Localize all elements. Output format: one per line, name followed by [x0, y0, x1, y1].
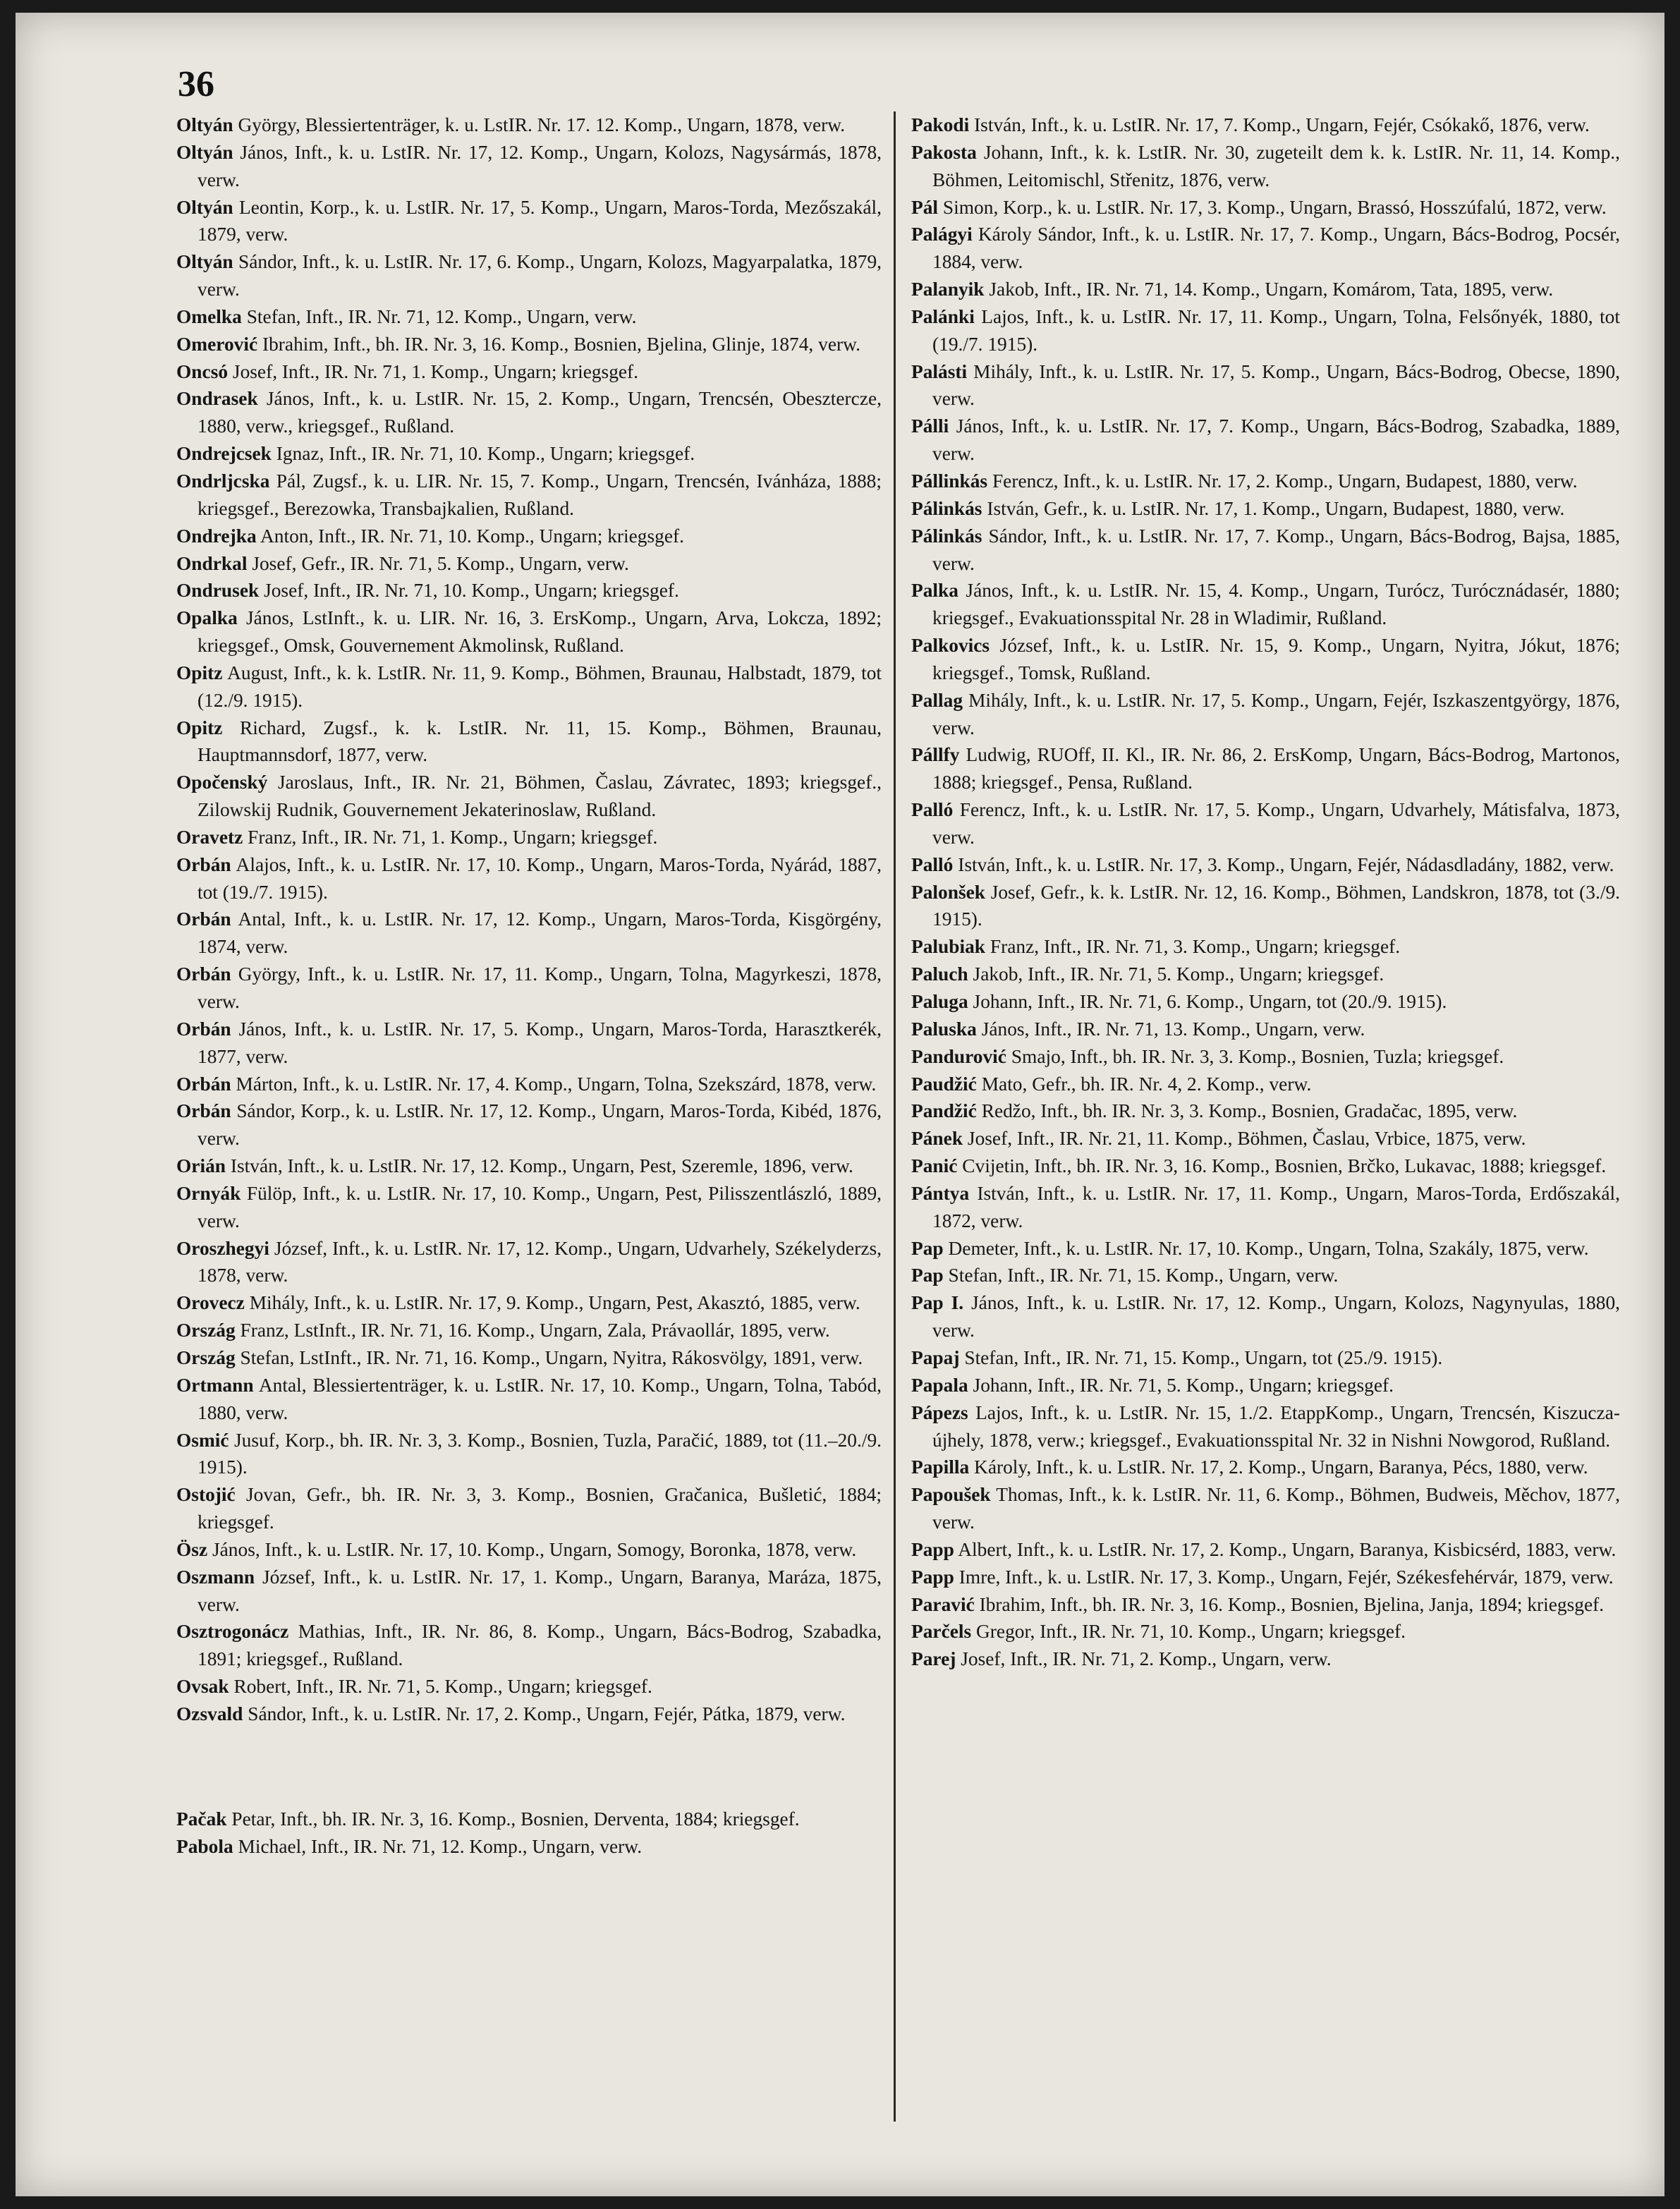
entry-surname: Parej [911, 1648, 956, 1670]
entry-surname: Opitz [176, 662, 223, 683]
register-entry [911, 741, 1620, 796]
register-entry [911, 1097, 1620, 1125]
entry-surname: Ortmann [176, 1374, 254, 1396]
left-column [176, 111, 882, 1860]
register-entry [911, 495, 1620, 523]
entry-surname: Oltyán [176, 251, 233, 273]
entry-details: Redžo, Inft., bh. IR. Nr. 3, 3. Komp., Bosnien, Gradačac, 1895, verw. [981, 1100, 1518, 1122]
entry-surname: Orbán [176, 853, 231, 875]
entry-surname: Opočenský [176, 772, 268, 793]
entry-details: Károly Sándor, Inft., k. u. LstIR. Nr. 17, 7. Komp., Ungarn, Bács-Bodrog, Pocsér, 1884, verw. [932, 224, 1620, 273]
register-entry [176, 1097, 882, 1152]
entry-details: Simon, Korp., k. u. LstIR. Nr. 17, 3. Komp., Ungarn, Brassó, Hosszúfalú, 1872, verw. [942, 196, 1607, 218]
register-entry [176, 824, 882, 851]
entry-details: János, Inft., IR. Nr. 71, 13. Komp., Ungarn, verw. [981, 1018, 1365, 1040]
entry-details: Leontin, Korp., k. u. LstIR. Nr. 17, 5. Komp., Ungarn, Maros-Torda, Mezőszakál, 1879, verw. [197, 196, 882, 245]
entry-details: Károly, Inft., k. u. LstIR. Nr. 17, 2. Komp., Ungarn, Baranya, Pécs, 1880, verw. [974, 1456, 1588, 1478]
register-entry [176, 1180, 882, 1235]
entry-details: Mato, Gefr., bh. IR. Nr. 4, 2. Komp., verw. [981, 1073, 1312, 1095]
register-entry [911, 1481, 1620, 1536]
entry-details: Gregor, Inft., IR. Nr. 71, 10. Komp., Ungarn; kriegsgef. [976, 1621, 1406, 1643]
entry-surname: Ornyák [176, 1182, 241, 1204]
register-entry [911, 1618, 1620, 1645]
entry-details: Sándor, Inft., k. u. LstIR. Nr. 17, 2. Komp., Ungarn, Fejér, Pátka, 1879, verw. [248, 1703, 846, 1724]
entry-surname: Panić [911, 1155, 958, 1177]
entry-surname: Pálinkás [911, 525, 982, 547]
register-entry [911, 851, 1620, 879]
register-entry [176, 604, 882, 659]
register-entry [911, 988, 1620, 1016]
entry-details: Jaroslaus, Inft., IR. Nr. 21, Böhmen, Časlau, Závratec, 1893; kriegsgef., Zilowskij Rudnik, Gouvernement Jekaterinoslaw, Rußland. [197, 772, 882, 821]
entry-details: János, Inft., k. u. LstIR. Nr. 17, 10. Komp., Ungarn, Somogy, Boronka, 1878, verw. [212, 1538, 857, 1560]
register-entry [176, 1536, 882, 1564]
entry-surname: Osztrogonácz [176, 1621, 289, 1643]
entry-details: Antal, Blessiertenträger, k. u. LstIR. Nr. 17, 10. Komp., Ungarn, Tolna, Tabód, 1880, verw. [197, 1374, 882, 1423]
entry-surname: Paluga [911, 991, 968, 1012]
entry-surname: Osmić [176, 1429, 229, 1451]
register-entry [911, 1399, 1620, 1454]
entry-details: József, Inft., k. u. LstIR. Nr. 17, 12. Komp., Ungarn, Udvarhely, Székelyderzs, 1878, verw. [197, 1237, 882, 1286]
register-entry [911, 221, 1620, 276]
entry-details: Franz, LstInft., IR. Nr. 71, 16. Komp., Ungarn, Zala, Právaollár, 1895, verw. [240, 1320, 830, 1341]
entry-surname: Palágyi [911, 224, 973, 245]
entry-details: Lajos, Inft., k. u. LstIR. Nr. 17, 11. Komp., Ungarn, Tolna, Felsőnyék, 1880, tot (19./7. 1915). [932, 305, 1620, 355]
register-entry [911, 1591, 1620, 1619]
entry-surname: Ondrejka [176, 525, 257, 547]
entry-surname: Papp [911, 1566, 954, 1588]
entry-surname: Pánek [911, 1128, 963, 1150]
entry-surname: Oltyán [176, 196, 233, 218]
entry-surname: Palka [911, 580, 958, 602]
register-entry [176, 523, 882, 550]
entry-surname: Pallag [911, 689, 963, 711]
entry-surname: Papala [911, 1374, 968, 1396]
entry-details: János, Inft., k. u. LstIR. Nr. 17, 5. Komp., Ungarn, Maros-Torda, Harasztkerék, 1877, verw. [197, 1018, 882, 1067]
entry-surname: Parčels [911, 1621, 972, 1643]
letter-section-gap [176, 1728, 882, 1806]
entry-surname: Oravetz [176, 826, 243, 848]
register-entry [176, 111, 882, 139]
register-entry [911, 468, 1620, 495]
entry-details: Mathias, Inft., IR. Nr. 86, 8. Komp., Ungarn, Bács-Bodrog, Szabadka, 1891; kriegsgef., Rußland. [197, 1621, 882, 1670]
register-entry [911, 194, 1620, 221]
register-entry [911, 1016, 1620, 1043]
register-entry [176, 577, 882, 604]
entry-details: Demeter, Inft., k. u. LstIR. Nr. 17, 10. Komp., Ungarn, Tolna, Szakály, 1875, verw. [948, 1237, 1589, 1259]
register-entry [911, 1289, 1620, 1344]
register-entry [911, 1564, 1620, 1591]
page-number: 36 [178, 64, 214, 104]
entry-surname: Ország [176, 1320, 236, 1341]
register-entry [911, 276, 1620, 303]
entry-details: Stefan, Inft., IR. Nr. 71, 12. Komp., Ungarn, verw. [246, 305, 637, 327]
entry-surname: Pap [911, 1237, 944, 1259]
register-entry [176, 1481, 882, 1536]
entry-surname: Paudžić [911, 1073, 977, 1095]
register-entry [176, 468, 882, 523]
entry-surname: Oroszhegyi [176, 1237, 269, 1259]
entry-details: Fülöp, Inft., k. u. LstIR. Nr. 17, 10. Komp., Ungarn, Pest, Pilisszentlászló, 1889, verw. [197, 1182, 882, 1231]
entry-surname: Pántya [911, 1182, 970, 1204]
entry-details: Franz, Inft., IR. Nr. 71, 1. Komp., Ungarn; kriegsgef. [248, 826, 658, 848]
entry-details: Antal, Inft., k. u. LstIR. Nr. 17, 12. Komp., Ungarn, Maros-Torda, Kisgörgény, 1874, verw. [197, 908, 882, 958]
entry-surname: Omerović [176, 333, 258, 355]
register-entry [176, 1152, 882, 1180]
register-entry [911, 1536, 1620, 1564]
register-entry [176, 851, 882, 906]
register-entry [176, 550, 882, 578]
register-entry [176, 303, 882, 331]
entry-surname: Orbán [176, 1073, 231, 1095]
entry-details: Ferencz, Inft., k. u. LstIR. Nr. 17, 5. Komp., Ungarn, Udvarhely, Mátisfalva, 1873, verw. [932, 799, 1620, 848]
register-entry [176, 961, 882, 1016]
entry-details: Albert, Inft., k. u. LstIR. Nr. 17, 2. Komp., Ungarn, Baranya, Kisbicsérd, 1883, verw. [958, 1538, 1617, 1560]
register-entry [911, 1344, 1620, 1372]
register-entry [911, 1645, 1620, 1673]
entry-details: Josef, Inft., IR. Nr. 71, 2. Komp., Ungarn, verw. [961, 1648, 1332, 1670]
register-entry [176, 1700, 882, 1728]
entry-surname: Orbán [176, 908, 231, 930]
register-entry [176, 1427, 882, 1482]
entry-surname: Orbán [176, 1018, 231, 1040]
register-entry [911, 1180, 1620, 1235]
entry-details: István, Inft., k. u. LstIR. Nr. 17, 3. Komp., Ungarn, Fejér, Nádasdladány, 1882, verw. [958, 853, 1614, 875]
entry-surname: Palonšek [911, 881, 986, 903]
entry-surname: Pap [911, 1265, 944, 1286]
entry-surname: Ostojić [176, 1484, 236, 1506]
register-entry [911, 796, 1620, 851]
entry-surname: Oncsó [176, 360, 229, 382]
entry-surname: Oltyán [176, 114, 233, 135]
entry-details: Petar, Inft., bh. IR. Nr. 3, 16. Komp., Bosnien, Derventa, 1884; kriegsgef. [231, 1808, 800, 1830]
entry-surname: Orbán [176, 963, 231, 985]
entry-details: Anton, Inft., IR. Nr. 71, 10. Komp., Ungarn; kriegsgef. [260, 525, 684, 547]
entry-details: István, Gefr., k. u. LstIR. Nr. 17, 1. Komp., Ungarn, Budapest, 1880, verw. [987, 497, 1565, 519]
register-entry [176, 1372, 882, 1427]
entry-details: János, Inft., k. u. LstIR. Nr. 15, 2. Komp., Ungarn, Trencsén, Obesztercze, 1880, verw., kriegsgef., Rußland. [197, 388, 882, 437]
entry-details: Michael, Inft., IR. Nr. 71, 12. Komp., Ungarn, verw. [238, 1835, 643, 1857]
register-entry [911, 632, 1620, 687]
entry-surname: Oszmann [176, 1566, 255, 1588]
entry-surname: Ozsvald [176, 1703, 243, 1724]
register-entry [911, 933, 1620, 961]
entry-surname: Ondrkal [176, 552, 248, 574]
column-divider [894, 111, 896, 2122]
entry-details: Jusuf, Korp., bh. IR. Nr. 3, 3. Komp., Bosnien, Tuzla, Paračić, 1889, tot (11.–20./9. 1915). [197, 1429, 882, 1478]
entry-surname: Orbán [176, 1100, 231, 1122]
register-entry [911, 687, 1620, 742]
register-entry [176, 139, 882, 194]
register-entry [176, 358, 882, 386]
register-entry [176, 906, 882, 961]
register-entry [911, 523, 1620, 578]
entry-surname: Paravić [911, 1593, 975, 1615]
entry-surname: Pandžić [911, 1100, 977, 1122]
entry-details: Ferencz, Inft., k. u. LstIR. Nr. 17, 2. Komp., Ungarn, Budapest, 1880, verw. [992, 470, 1578, 492]
entry-surname: Paluska [911, 1018, 977, 1040]
entry-details: Sándor, Korp., k. u. LstIR. Nr. 17, 12. Komp., Ungarn, Maros-Torda, Kibéd, 1876, verw. [197, 1100, 882, 1150]
register-entry [911, 303, 1620, 358]
entry-details: Thomas, Inft., k. k. LstIR. Nr. 11, 6. Komp., Böhmen, Budweis, Měchov, 1877, verw. [932, 1484, 1621, 1533]
entry-surname: Orovecz [176, 1292, 245, 1314]
entry-surname: Papilla [911, 1456, 970, 1478]
register-entry [911, 358, 1620, 413]
entry-details: Ibrahim, Inft., bh. IR. Nr. 3, 16. Komp., Bosnien, Bjelina, Janja, 1894; kriegsgef. [979, 1593, 1605, 1615]
entry-surname: Papoušek [911, 1484, 991, 1506]
entry-surname: Palkovics [911, 635, 990, 657]
entry-details: Jovan, Gefr., bh. IR. Nr. 3, 3. Komp., Bosnien, Gračanica, Bušletić, 1884; kriegsgef. [197, 1484, 882, 1533]
entry-surname: Ország [176, 1346, 236, 1368]
entry-details: János, Inft., k. u. LstIR. Nr. 15, 4. Komp., Ungarn, Turócz, Turócznádasér, 1880; kriegsgef., Evakuationsspital Nr. 28 in Wladimir, Rußland. [932, 580, 1620, 629]
entry-surname: Ondrusek [176, 580, 260, 602]
register-entry [176, 1016, 882, 1071]
register-entry [176, 440, 882, 468]
entry-details: József, Inft., k. u. LstIR. Nr. 17, 1. Komp., Ungarn, Baranya, Maráza, 1875, verw. [197, 1566, 882, 1615]
entry-details: János, LstInft., k. u. LIR. Nr. 16, 3. ErsKomp., Ungarn, Arva, Lokcza, 1892; kriegsgef., Omsk, Gouvernement Akmolinsk, Rußland. [197, 607, 882, 657]
entry-details: Josef, Gefr., k. k. LstIR. Nr. 12, 16. Komp., Böhmen, Landskron, 1878, tot (3./9. 1915). [932, 881, 1620, 930]
entry-surname: Orián [176, 1155, 226, 1177]
entry-surname: Pápezs [911, 1401, 968, 1423]
register-entry [176, 1289, 882, 1317]
register-entry [176, 1564, 882, 1619]
register-entry [176, 1806, 882, 1833]
entry-surname: Ondrljcska [176, 470, 270, 492]
entry-details: Ludwig, RUOff, II. Kl., IR. Nr. 86, 2. ErsKomp, Ungarn, Bács-Bodrog, Martonos, 1888; kriegsgef., Pensa, Rußland. [932, 744, 1620, 793]
entry-details: Josef, Inft., IR. Nr. 21, 11. Komp., Böhmen, Časlau, Vrbice, 1875, verw. [967, 1128, 1526, 1150]
register-entry [911, 879, 1620, 934]
entry-details: Johann, Inft., IR. Nr. 71, 6. Komp., Ungarn, tot (20./9. 1915). [973, 991, 1447, 1012]
entry-surname: Palló [911, 853, 954, 875]
register-entry [176, 659, 882, 714]
entry-surname: Opitz [176, 717, 223, 738]
entry-surname: Ondrasek [176, 388, 258, 410]
entry-details: Josef, Inft., IR. Nr. 71, 1. Komp., Ungarn; kriegsgef. [232, 360, 639, 382]
entry-surname: Palubiak [911, 936, 986, 958]
register-entry [911, 1454, 1620, 1481]
entry-details: István, Inft., k. u. LstIR. Nr. 17, 7. Komp., Ungarn, Fejér, Csókakő, 1876, verw. [974, 114, 1590, 135]
entry-details: Sándor, Inft., k. u. LstIR. Nr. 17, 7. Komp., Ungarn, Bács-Bodrog, Bajsa, 1885, verw. [932, 525, 1620, 574]
entry-details: Stefan, LstInft., IR. Nr. 71, 16. Komp., Ungarn, Nyitra, Rákosvölgy, 1891, verw. [240, 1346, 863, 1368]
register-entry [911, 1125, 1620, 1152]
entry-details: Lajos, Inft., k. u. LstIR. Nr. 15, 1./2. EtappKomp., Ungarn, Trencsén, Kiszucza-újhely, 1878, verw.; kriegsgef., Evakuationsspital Nr. 32 in Nishni Nowgorod, Rußland. [932, 1401, 1620, 1451]
entry-surname: Omelka [176, 305, 242, 327]
entry-surname: Papp [911, 1538, 954, 1560]
register-entry [911, 1235, 1620, 1262]
entry-details: Imre, Inft., k. u. LstIR. Nr. 17, 3. Komp., Ungarn, Fejér, Székesfehérvár, 1879, verw. [958, 1566, 1614, 1588]
register-entry [176, 331, 882, 358]
entry-details: János, Inft., k. u. LstIR. Nr. 17, 12. Komp., Ungarn, Kolozs, Nagysármás, 1878, verw. [197, 141, 882, 190]
register-entry [911, 111, 1620, 139]
entry-details: Stefan, Inft., IR. Nr. 71, 15. Komp., Ungarn, verw. [948, 1265, 1339, 1286]
entry-details: August, Inft., k. k. LstIR. Nr. 11, 9. Komp., Böhmen, Braunau, Halbstadt, 1879, tot (12./9. 1915). [197, 662, 882, 711]
entry-surname: Ondrejcsek [176, 443, 272, 465]
right-column [911, 111, 1620, 1673]
entry-details: Márton, Inft., k. u. LstIR. Nr. 17, 4. Komp., Ungarn, Tolna, Szekszárd, 1878, verw. [236, 1073, 877, 1095]
entry-details: József, Inft., k. u. LstIR. Nr. 15, 9. Komp., Ungarn, Nyitra, Jókut, 1876; kriegsgef., Tomsk, Rußland. [932, 635, 1620, 683]
entry-surname: Ösz [176, 1538, 208, 1560]
register-entry [176, 1673, 882, 1700]
register-entry [176, 1071, 882, 1098]
entry-surname: Opalka [176, 607, 238, 629]
entry-surname: Palánki [911, 305, 975, 327]
entry-details: Jakob, Inft., IR. Nr. 71, 14. Komp., Ungarn, Komárom, Tata, 1895, verw. [989, 279, 1554, 300]
entry-surname: Pabola [176, 1835, 233, 1857]
register-entry [911, 577, 1620, 632]
register-entry [176, 1344, 882, 1372]
entry-details: Stefan, Inft., IR. Nr. 71, 15. Komp., Ungarn, tot (25./9. 1915). [964, 1346, 1443, 1368]
entry-details: Johann, Inft., k. k. LstIR. Nr. 30, zugeteilt dem k. k. LstIR. Nr. 11, 14. Komp., Böhmen, Leitomischl, Střenitz, 1876, verw. [932, 141, 1620, 190]
entry-surname: Palló [911, 799, 954, 821]
entry-surname: Pakodi [911, 114, 970, 135]
register-entry [176, 1317, 882, 1344]
entry-surname: Pačak [176, 1808, 227, 1830]
register-entry [176, 385, 882, 440]
entry-details: Cvijetin, Inft., bh. IR. Nr. 3, 16. Komp., Bosnien, Brčko, Lukavac, 1888; kriegsgef. [962, 1155, 1607, 1177]
entry-details: Mihály, Inft., k. u. LstIR. Nr. 17, 9. Komp., Ungarn, Pest, Akasztó, 1885, verw. [249, 1292, 860, 1314]
entry-details: Ibrahim, Inft., bh. IR. Nr. 3, 16. Komp., Bosnien, Bjelina, Glinje, 1874, verw. [262, 333, 860, 355]
register-entry [176, 248, 882, 303]
entry-surname: Paluch [911, 963, 968, 985]
entry-details: Smajo, Inft., bh. IR. Nr. 3, 3. Komp., Bosnien, Tuzla; kriegsgef. [1011, 1045, 1504, 1067]
entry-details: Franz, Inft., IR. Nr. 71, 3. Komp., Ungarn; kriegsgef. [990, 936, 1401, 958]
entry-details: Jakob, Inft., IR. Nr. 71, 5. Komp., Ungarn; kriegsgef. [973, 963, 1384, 985]
register-entry [911, 1262, 1620, 1289]
entry-surname: Pál [911, 196, 939, 218]
entry-details: István, Inft., k. u. LstIR. Nr. 17, 11. Komp., Ungarn, Maros-Torda, Erdőszakál, 1872, verw. [932, 1182, 1620, 1231]
register-entry [176, 1833, 882, 1861]
entry-surname: Pandurović [911, 1045, 1006, 1067]
entry-details: György, Blessiertenträger, k. u. LstIR. Nr. 17. 12. Komp., Ungarn, 1878, verw. [238, 114, 846, 135]
entry-details: István, Inft., k. u. LstIR. Nr. 17, 12. Komp., Ungarn, Pest, Szeremle, 1896, verw. [230, 1155, 853, 1177]
entry-surname: Pállfy [911, 744, 960, 766]
entry-surname: Ovsak [176, 1676, 229, 1698]
register-entry [911, 1152, 1620, 1180]
entry-details: János, Inft., k. u. LstIR. Nr. 17, 12. Komp., Ungarn, Kolozs, Nagynyulas, 1880, verw. [932, 1292, 1620, 1341]
entry-details: Robert, Inft., IR. Nr. 71, 5. Komp., Ungarn; kriegsgef. [233, 1676, 652, 1698]
entry-surname: Oltyán [176, 141, 233, 163]
register-entry [176, 1618, 882, 1673]
entry-details: Mihály, Inft., k. u. LstIR. Nr. 17, 5. Komp., Ungarn, Bács-Bodrog, Obecse, 1890, verw. [932, 360, 1620, 410]
register-entry [911, 961, 1620, 988]
entry-details: Pál, Zugsf., k. u. LIR. Nr. 15, 7. Komp., Ungarn, Trencsén, Ivánháza, 1888; kriegsgef., Berezowka, Transbajkalien, Rußland. [197, 470, 882, 519]
entry-surname: Pakosta [911, 141, 977, 163]
entry-details: Josef, Inft., IR. Nr. 71, 10. Komp., Ungarn; kriegsgef. [264, 580, 679, 602]
entry-details: Alajos, Inft., k. u. LstIR. Nr. 17, 10. Komp., Ungarn, Maros-Torda, Nyárád, 1887, tot (19./7. 1915). [197, 853, 882, 903]
entry-details: Josef, Gefr., IR. Nr. 71, 5. Komp., Ungarn, verw. [252, 552, 629, 574]
register-entry [911, 1372, 1620, 1399]
entry-surname: Palanyik [911, 279, 985, 300]
register-entry [911, 1043, 1620, 1071]
entry-surname: Palásti [911, 360, 968, 382]
document-page [16, 13, 1664, 2196]
register-entry [911, 139, 1620, 194]
register-entry [911, 413, 1620, 468]
entry-details: Mihály, Inft., k. u. LstIR. Nr. 17, 5. Komp., Ungarn, Fejér, Iszkaszentgyörgy, 1876, verw. [932, 689, 1620, 738]
register-entry [911, 1071, 1620, 1098]
entry-surname: Pálli [911, 415, 949, 437]
entry-surname: Pállinkás [911, 470, 988, 492]
register-entry [176, 194, 882, 249]
entry-details: Johann, Inft., IR. Nr. 71, 5. Komp., Ungarn; kriegsgef. [973, 1374, 1394, 1396]
entry-details: Richard, Zugsf., k. k. LstIR. Nr. 11, 15. Komp., Böhmen, Braunau, Hauptmannsdorf, 1877, verw. [197, 717, 882, 766]
register-entry [176, 769, 882, 824]
entry-surname: Pap I. [911, 1292, 964, 1314]
register-entry [176, 1235, 882, 1290]
entry-details: György, Inft., k. u. LstIR. Nr. 17, 11. Komp., Ungarn, Tolna, Magyrkeszi, 1878, verw. [197, 963, 882, 1012]
entry-details: Ignaz, Inft., IR. Nr. 71, 10. Komp., Ungarn; kriegsgef. [276, 443, 695, 465]
entry-surname: Papaj [911, 1346, 960, 1368]
entry-details: János, Inft., k. u. LstIR. Nr. 17, 7. Komp., Ungarn, Bács-Bodrog, Szabadka, 1889, verw. [932, 415, 1620, 465]
register-entry [176, 714, 882, 769]
entry-details: Sándor, Inft., k. u. LstIR. Nr. 17, 6. Komp., Ungarn, Kolozs, Magyarpalatka, 1879, verw. [197, 251, 882, 300]
entry-surname: Pálinkás [911, 497, 982, 519]
